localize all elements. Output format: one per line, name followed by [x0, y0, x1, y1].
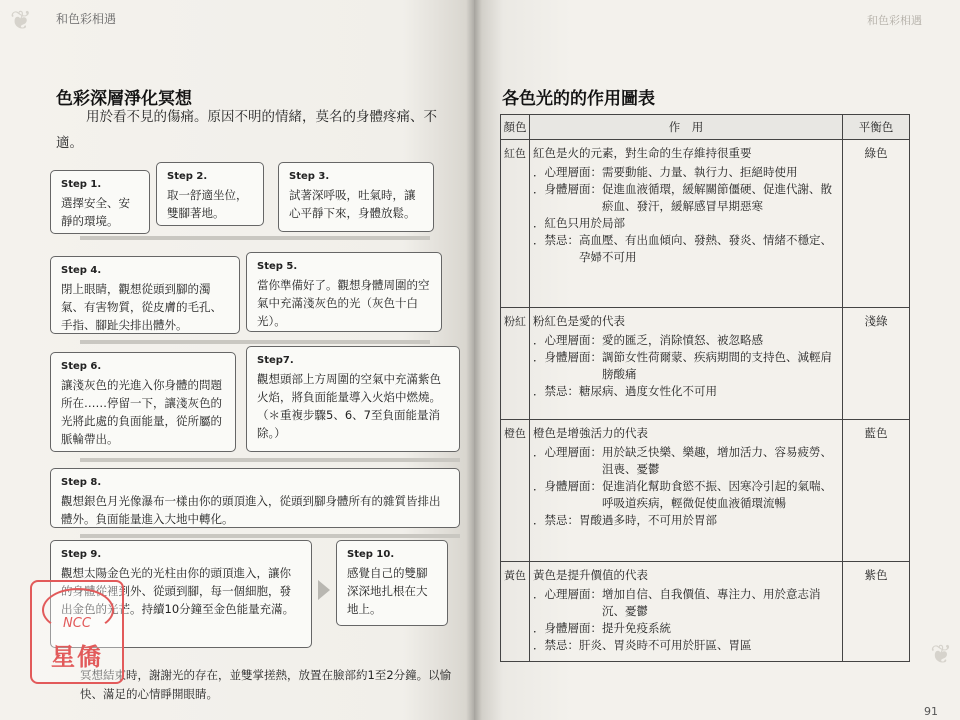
- effect-line: ．禁忌： 胃酸過多時，不可用於胃部: [533, 513, 717, 527]
- table-row: [501, 308, 910, 420]
- running-head: 和色彩相遇: [867, 14, 922, 27]
- step-label: Step 3.: [289, 171, 330, 182]
- step-text: 閉上眼睛，觀想從頭到腳的濁氣、有害物質，從皮膚的毛孔、手指、腳趾尖排出體外。: [61, 282, 222, 332]
- table-row: [501, 420, 910, 562]
- step-4: [50, 256, 240, 334]
- column-header: 作 用: [530, 115, 843, 140]
- effect-line: ．禁忌： 肝炎、胃炎時不可用於肝區、胃區: [533, 638, 752, 652]
- balance-color: 淺綠: [843, 308, 910, 420]
- step-label: Step 5.: [257, 261, 298, 272]
- step-text: 觀想太陽金色光的光柱由你的頭頂進入，讓你的身體從裡到外、從頭到腳，每一個細胞，發出金色的光芒。持續10分鐘至金色能量充滿。: [61, 566, 295, 616]
- effect-line: ．身體層面： 調節女性荷爾蒙、疾病期間的支持色、減輕肩膀酸痛: [533, 350, 832, 381]
- flow-connector: [80, 236, 430, 240]
- effect-line: ．紅色只用於局部: [533, 216, 625, 230]
- step-label: Step 10.: [347, 549, 395, 560]
- book-gutter: [466, 0, 482, 720]
- color-name: 紅色: [501, 140, 530, 308]
- balance-color: 綠色: [843, 140, 910, 308]
- effect-line: ．身體層面： 提升免疫系統: [533, 621, 671, 635]
- balance-color: 紫色: [843, 562, 910, 662]
- step-text: 觀想銀色月光像瀑布一樣由你的頭頂進入，從頭到腳身體所有的雜質皆排出體外。負面能量進入大地中轉化。: [61, 494, 441, 526]
- closing-paragraph: 冥想結束時，謝謝光的存在，並雙掌搓熱，放置在臉部約1至2分鐘。以愉快、滿足的心情睜開眼睛。: [80, 668, 452, 701]
- step-label: Step 4.: [61, 265, 102, 276]
- effect-line: ．心理層面： 愛的匯乏，消除憤怒、被忽略感: [533, 333, 763, 347]
- step-label: Step 1.: [61, 179, 102, 190]
- step-text: 感覺自己的雙腳深深地扎根在大地上。: [347, 566, 428, 616]
- section-title: 各色光的的作用圖表: [502, 89, 655, 109]
- step-3: [278, 162, 434, 232]
- left-page: [0, 0, 474, 720]
- effect-cell: [530, 562, 843, 662]
- intro-paragraph: 用於看不見的傷痛。原因不明的情緒，莫名的身體疼痛、不適。: [56, 109, 437, 151]
- flow-connector: [80, 458, 460, 462]
- color-name: 粉紅: [501, 308, 530, 420]
- butterfly-icon: ❦: [10, 6, 32, 36]
- step-6: [50, 352, 236, 452]
- step-text: 讓淺灰色的光進入你身體的問題所在……停留一下，讓淺灰色的光將此處的負面能量，從所屬的脈輪帶出。: [61, 378, 222, 446]
- table-row: [501, 140, 910, 308]
- step-label: Step7.: [257, 355, 294, 366]
- color-effects-table: [500, 114, 910, 662]
- step-5: [246, 252, 442, 332]
- effect-line: ．心理層面： 用於缺乏快樂、樂趣，增加活力、容易疲勞、沮喪、憂鬱: [533, 445, 832, 476]
- butterfly-icon: ❦: [930, 640, 952, 670]
- step-text: 觀想頭部上方周圍的空氣中充滿紫色火焰，將負面能量導入火焰中燃燒。（＊重複步驟5、6、7至負面能量消除。）: [257, 372, 441, 440]
- stamp-ring: [42, 588, 114, 632]
- running-head: 和色彩相遇: [56, 12, 117, 26]
- step-7: [246, 346, 460, 452]
- row-title: 橙色是增強活力的代表: [533, 426, 648, 440]
- page-number: 91: [924, 705, 938, 718]
- effect-cell: [530, 140, 843, 308]
- flow-connector: [80, 340, 430, 344]
- stamp-line-2: 星僑: [51, 643, 103, 671]
- color-name: 橙色: [501, 420, 530, 562]
- effect-line: ．心理層面： 需要動能、力量、執行力、拒絕時使用: [533, 165, 798, 179]
- step-label: Step 8.: [61, 477, 102, 488]
- effect-cell: [530, 308, 843, 420]
- step-label: Step 9.: [61, 549, 102, 560]
- color-name: 黃色: [501, 562, 530, 662]
- step-text: 當你準備好了。觀想身體周圍的空氣中充滿淺灰色的光（灰色十白光）。: [257, 278, 430, 328]
- table-header-row: [501, 115, 910, 140]
- column-header: 平衡色: [843, 115, 910, 140]
- step-8: [50, 468, 460, 528]
- arrow-right-icon: [318, 580, 330, 600]
- effect-line: ．身體層面： 促進消化幫助食慾不振、因寒冷引起的氣喘、呼吸道疾病，輕微促使血液循環流暢: [533, 479, 832, 510]
- effect-cell: [530, 420, 843, 562]
- step-label: Step 6.: [61, 361, 102, 372]
- column-header: 顏色: [501, 115, 530, 140]
- effect-line: ．身體層面： 促進血液循環，緩解關節僵硬、促進代謝、散瘀血、發汗，緩解感冒早期惡寒: [533, 182, 832, 213]
- step-text: 取一舒適坐位，雙腳著地。: [167, 188, 248, 220]
- effect-line: ．禁忌： 高血壓、有出血傾向、發熱、發炎、情緒不穩定、孕婦不可用: [533, 233, 832, 264]
- stamp-line-1: NCC: [63, 616, 91, 631]
- balance-color: 藍色: [843, 420, 910, 562]
- row-title: 紅色是火的元素，對生命的生存維持很重要: [533, 146, 752, 160]
- effect-line: ．禁忌： 糖尿病、過度女性化不可用: [533, 384, 717, 398]
- effect-line: ．心理層面： 增加自信、自我價值、專注力、用於意志消沉、憂鬱: [533, 587, 821, 618]
- section-title: 色彩深層淨化冥想: [56, 89, 192, 109]
- row-title: 黃色是提升價值的代表: [533, 568, 648, 582]
- ncc-watermark-stamp: [30, 580, 124, 684]
- step-text: 選擇安全、安靜的環境。: [61, 196, 130, 228]
- step-2: [156, 162, 264, 226]
- flow-connector: [80, 534, 460, 538]
- step-label: Step 2.: [167, 171, 208, 182]
- step-1: [50, 170, 150, 234]
- step-10: [336, 540, 448, 626]
- row-title: 粉紅色是愛的代表: [533, 314, 625, 328]
- step-text: 試著深呼吸，吐氣時，讓心平靜下來，身體放鬆。: [289, 188, 416, 220]
- table-row: [501, 562, 910, 662]
